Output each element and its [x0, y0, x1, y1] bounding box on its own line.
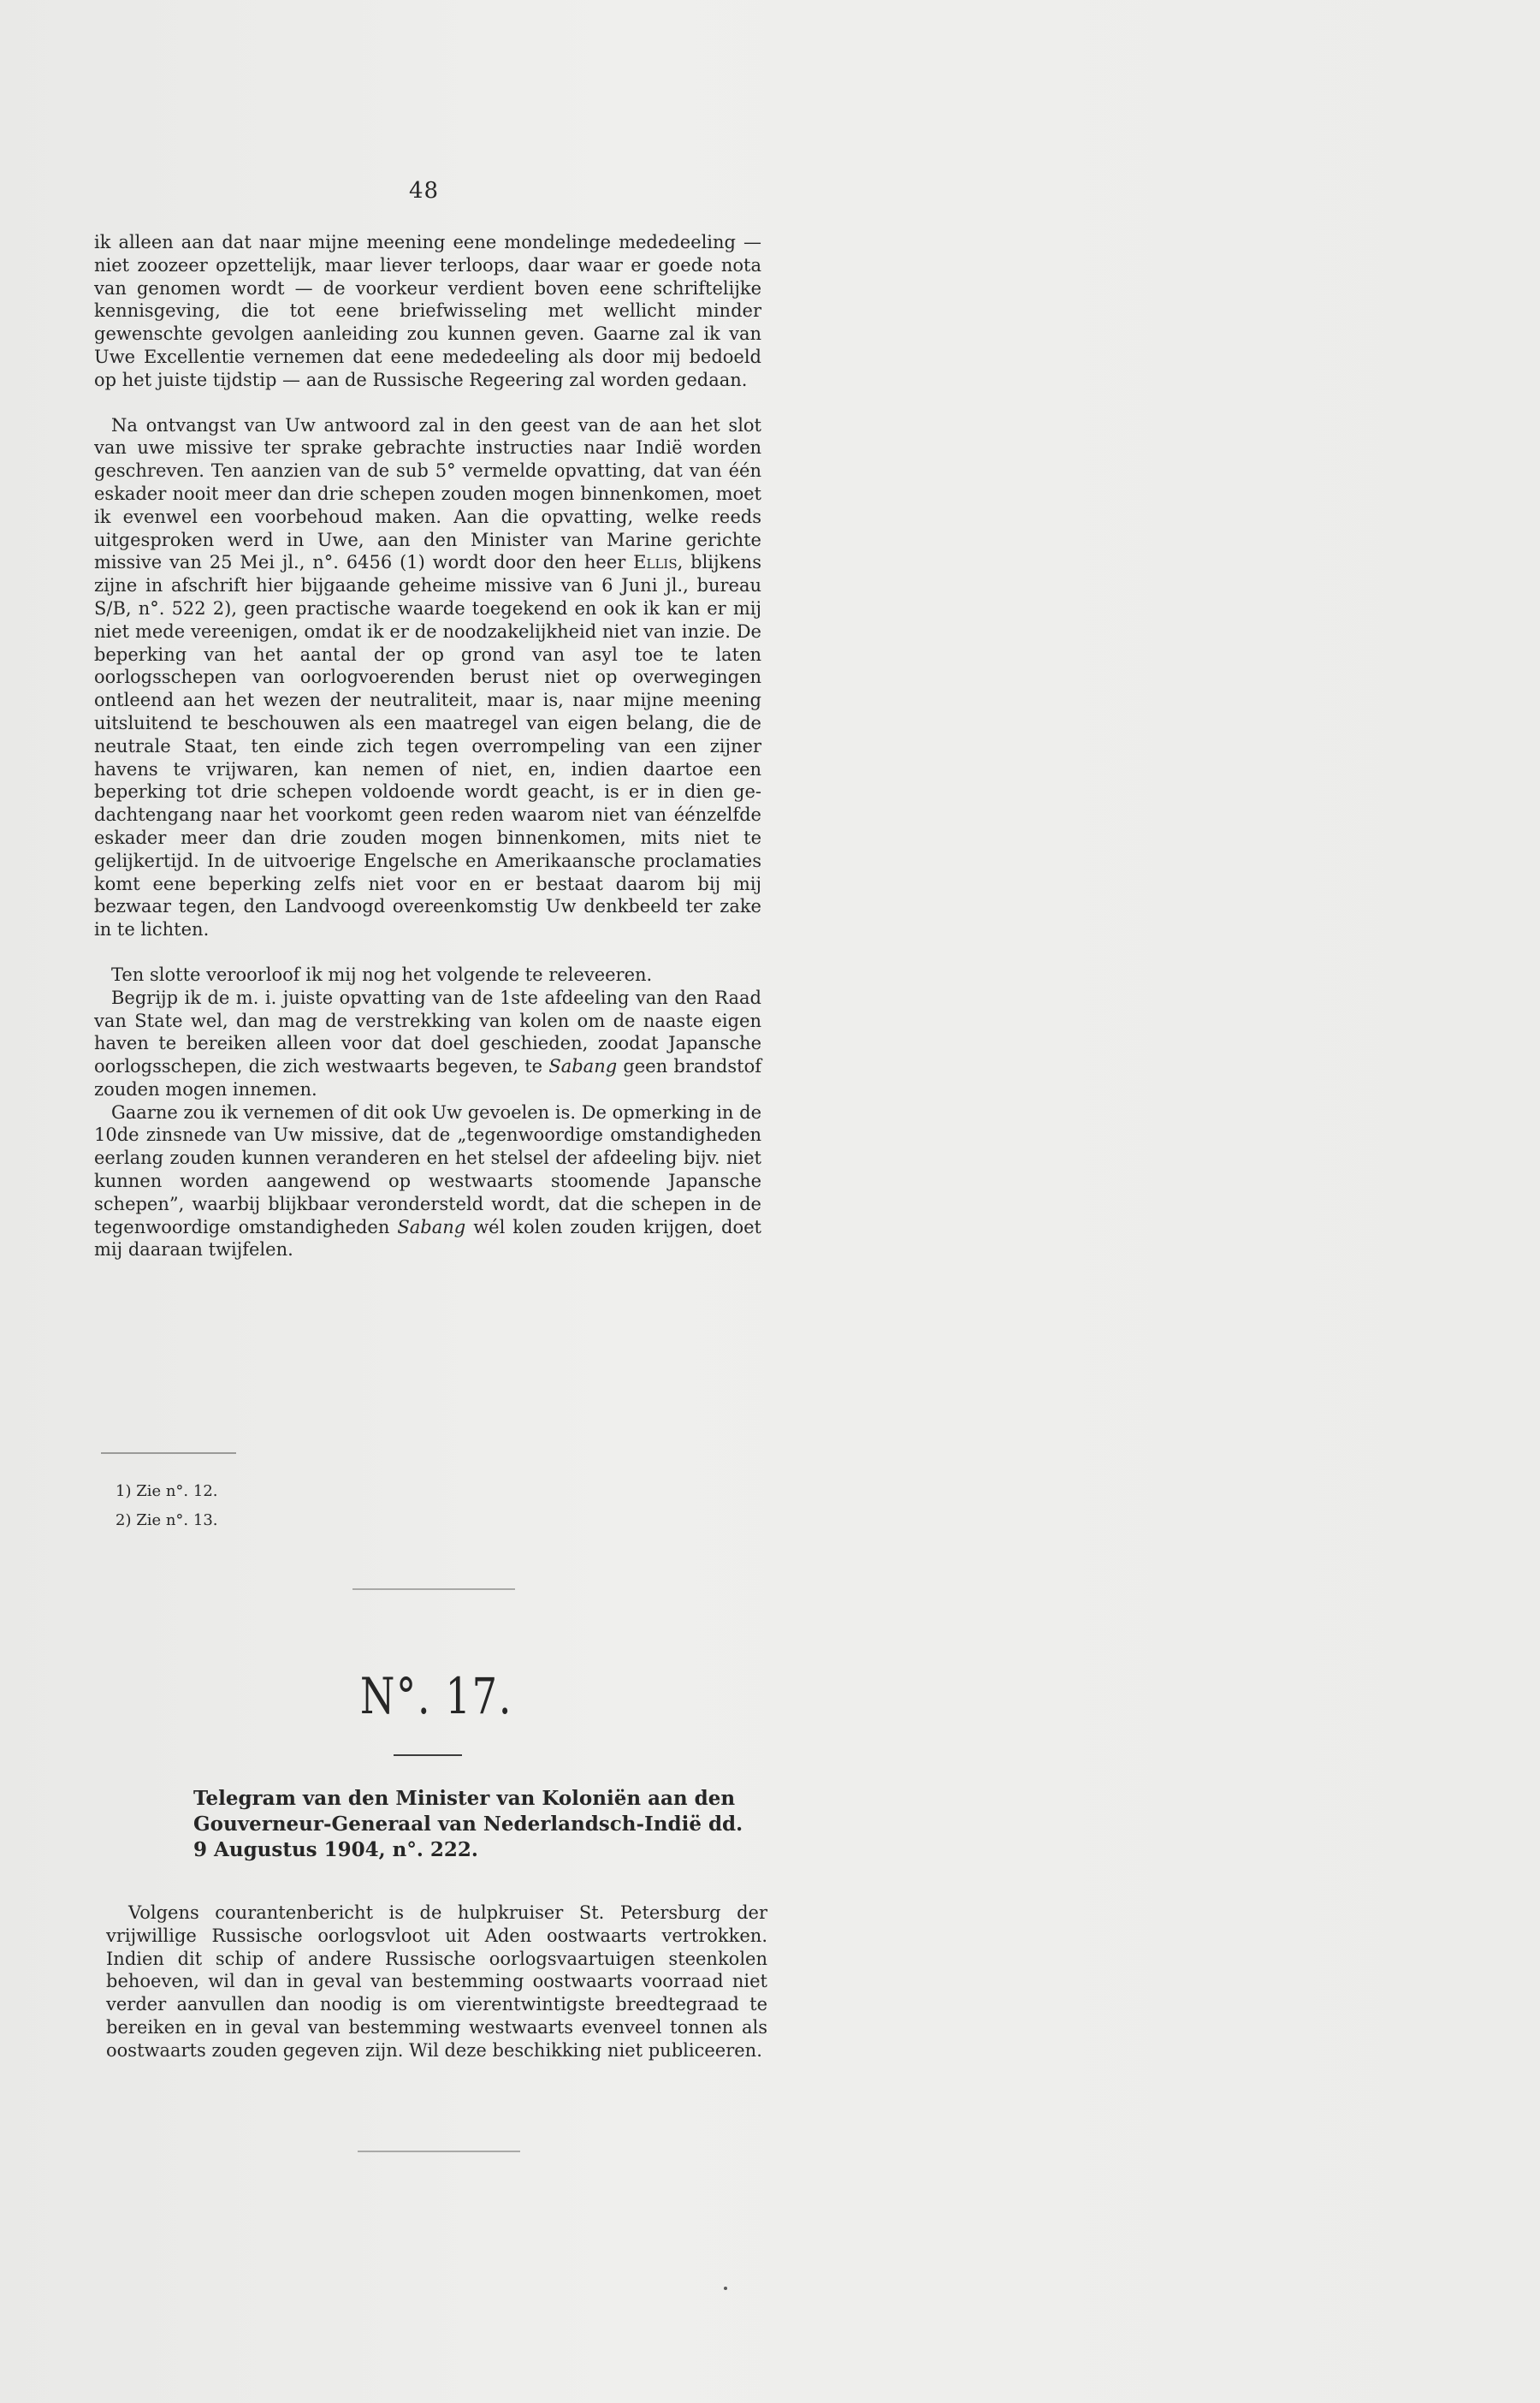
telegram-heading-line-3: 9 Augustus 1904, n°. 222.: [193, 1838, 478, 1861]
place-name-sabang: Sabang: [548, 1056, 618, 1077]
letter-paragraph-1: ik alleen aan dat naar mijne meening eene mondelinge mededeeling — niet zoozeer opzettelijk, maar liever terloops, daar waar er goede nota van genomen wordt — de voorkeur verdient boven eene schriftelijke kennisgeving, die tot eene briefwisseling met wellicht minder gewenschte gevolgen aanleiding zou kunnen geven. Gaarne zal ik van Uwe Excellentie vernemen dat eene mededeeling als door mij bedoeld op het juiste tijdstip — aan de Russische Regeering zal worden gedaan.: [94, 232, 761, 390]
letter-paragraph-4-text: Begrijp ik de m. i. juiste opvatting van de 1ste afdeeling van den Raad van State wel, dan mag de verstrekking van kolen om de naaste eigen haven te bereiken alleen voor dat doel geschieden, zoodat Japansche oorlogsschepen, die zich westwaarts begeven, te: [94, 987, 761, 1077]
letter-paragraph-2: [94, 414, 761, 941]
letter-paragraph-2-text: Na ontvangst van Uw antwoord zal in den geest van de aan het slot van uwe missive ter sprake gebrachte instructies naar Indië worden geschreven. Ten aanzien van de sub 5° vermelde opvatting, dat van één eskader nooit meer dan drie schepen zouden mogen binnenkomen, moet ik evenwel een voorbehoud maken. Aan die opvatting, welke reeds uitgesproken werd in Uwe, aan den Minister van Marine gerichte missive van 25 Mei jl., n°. 6456 (1) wordt door den heer: [94, 414, 761, 573]
paper-speck: [724, 2287, 727, 2290]
document-number: N°. 17.: [359, 1667, 513, 1725]
footnotes: [116, 1477, 218, 1535]
end-divider: [358, 2151, 520, 2152]
letter-paragraph-4-rest: geen brandstof zouden mogen innemen.: [94, 1056, 761, 1100]
letter-paragraph-5-rest: wél kolen zouden krijgen, doet mij daaraan twijfelen.: [94, 1216, 761, 1261]
person-name-ellis: Ellis: [633, 552, 678, 573]
place-name-sabang: Sabang: [397, 1216, 466, 1237]
telegram-body: [106, 1902, 767, 2062]
telegram-heading-line-1: Telegram van den Minister van Koloniën aan den: [193, 1787, 736, 1810]
letter-paragraph-4: [94, 987, 761, 1101]
telegram-text: Volgens courantenbericht is de hulpkruiser St. Petersburg der vrijwillige Russische oorlogsvloot uit Aden oostwaarts vertrokken. Indien dit schip of andere Russische oorlogsvaartuigen steenkolen behoeven, wil dan in geval van bestemming oostwaarts voorraad niet verder aanvullen dan noodig is om vierentwintigste breedtegraad te bereiken en in geval van bestemming westwaarts evenveel tonnen als oostwaarts zouden gegeven zijn. Wil deze beschikking niet publiceeren.: [106, 1902, 767, 2061]
telegram-heading-line-2: Gouverneur-Generaal van Nederlandsch-Indië dd.: [193, 1813, 743, 1836]
letter-continuation: [94, 231, 761, 1261]
letter-paragraph-2-rest: , blijkens zijne in afschrift hier bijgaande geheime missive van 6 Juni jl., bureau S/B, n°. 522 2), geen practische waarde toegekend en ook ik kan er mij niet mede vereenigen, omdat ik er de noodzakelijkheid niet van inzie. De beperking van het aantal der op grond van asyl toe te laten oorlogsschepen van oorlogvoerenden berust niet op overwegingen ontleend aan het wezen der neutraliteit, maar is, naar mijne meening uitsluitend te beschouwen als een maatregel van eigen belang, die de neutrale Staat, ten einde zich tegen overrompeling van een zijner havens te vrijwaren, kan nemen of niet, en, indien daartoe een beperking tot drie schepen voldoende wordt geacht, is er in dien gedachtengang naar het voorkomt geen reden waarom niet van éénzelfde eskader meer dan drie zouden mogen binnenkomen, mits niet te gelijkertijd. In de uitvoerige Engelsche en Amerikaansche proclamaties komt eene beperking zelfs niet voor en er bestaat daarom bij mij bezwaar tegen, den Landvoogd overeenkomstig Uw denkbeeld ter zake in te lichten.: [94, 552, 761, 940]
letter-paragraph-3: Ten slotte veroorloof ik mij nog het volgende te releveeren.: [111, 964, 653, 985]
title-underline: [394, 1754, 462, 1756]
page-number: 48: [409, 178, 440, 204]
letter-paragraph-5: [94, 1101, 761, 1262]
footnote-2: 2) Zie n°. 13.: [116, 1511, 218, 1529]
footnote-1: 1) Zie n°. 12.: [116, 1482, 218, 1500]
letter-paragraph-5-text: Gaarne zou ik vernemen of dit ook Uw gevoelen is. De opmerking in de 10de zinsnede van Uw missive, dat de „tegenwoordige omstandigheden eerlang zouden kunnen veranderen en het stelsel der afdeeling bijv. niet kunnen worden aangewend op westwaarts stoomende Japansche schepen”, waarbij blijkbaar verondersteld wordt, dat die schepen in de tegenwoordige omstandigheden: [94, 1101, 761, 1237]
telegram-heading: [193, 1786, 767, 1863]
section-divider: [352, 1588, 515, 1590]
footnote-divider: [101, 1452, 236, 1454]
